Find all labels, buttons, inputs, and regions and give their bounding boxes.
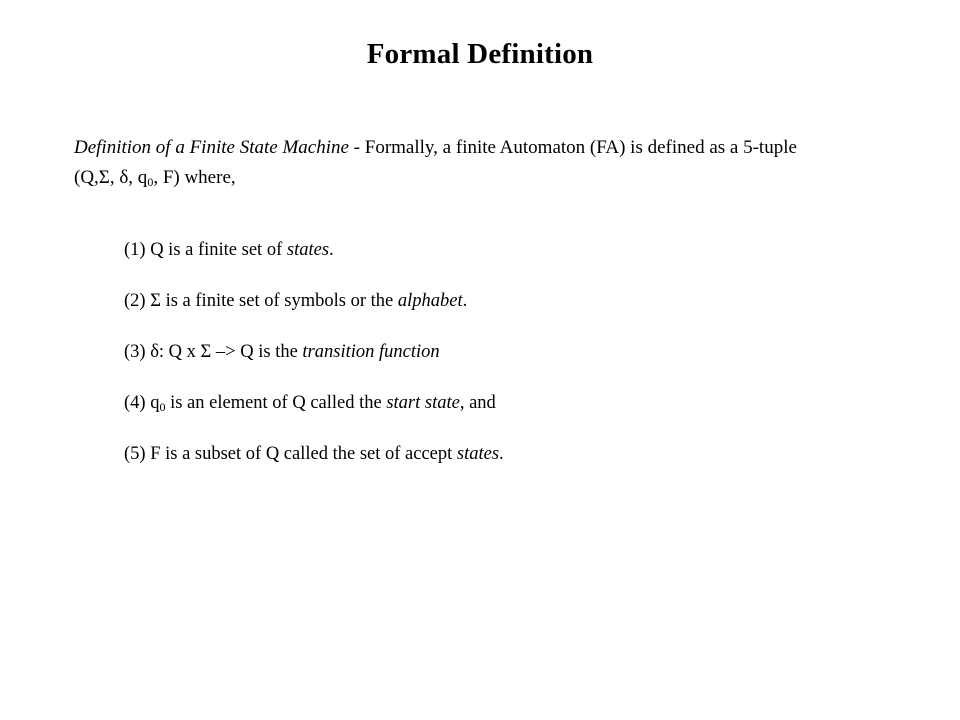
item-term: start state xyxy=(386,393,460,413)
item-suffix: . xyxy=(499,444,504,464)
item-text: (5) F is a subset of Q called the set of accept xyxy=(124,444,457,464)
list-item-alphabet xyxy=(124,288,904,339)
item-term: transition function xyxy=(302,342,440,362)
item-suffix: . xyxy=(329,240,334,260)
definition-intro xyxy=(74,133,914,193)
item-suffix: . xyxy=(462,291,468,311)
page-title: Formal Definition xyxy=(366,38,594,70)
list-item-start-state xyxy=(124,390,904,441)
item-term: states xyxy=(286,240,330,260)
list-item-states xyxy=(124,237,904,288)
tuple-open: (Q,Σ, δ, q xyxy=(74,167,148,188)
definition-text: - Formally, a finite Automaton (FA) is defined as a 5-tuple xyxy=(348,137,797,158)
item-subscript: 0 xyxy=(159,400,166,414)
tuple-subscript: 0 xyxy=(147,175,154,189)
tuple-close: , F) where, xyxy=(153,167,236,188)
list-item-accept-states xyxy=(124,441,904,492)
item-text: (1) Q is a finite set of xyxy=(124,240,287,260)
item-text: (4) q xyxy=(124,393,160,413)
definition-list xyxy=(124,237,904,492)
item-text-mid: is an element of Q called the xyxy=(165,393,387,413)
item-term: states xyxy=(456,444,500,464)
item-suffix: , and xyxy=(459,393,496,413)
item-text: (3) δ: Q x Σ –> Q is the xyxy=(124,342,303,362)
item-term: alphabet xyxy=(397,291,463,311)
list-item-transition xyxy=(124,339,904,390)
definition-term: Definition of a Finite State Machine xyxy=(74,137,349,158)
item-text: (2) Σ is a finite set of symbols or the xyxy=(124,291,398,311)
